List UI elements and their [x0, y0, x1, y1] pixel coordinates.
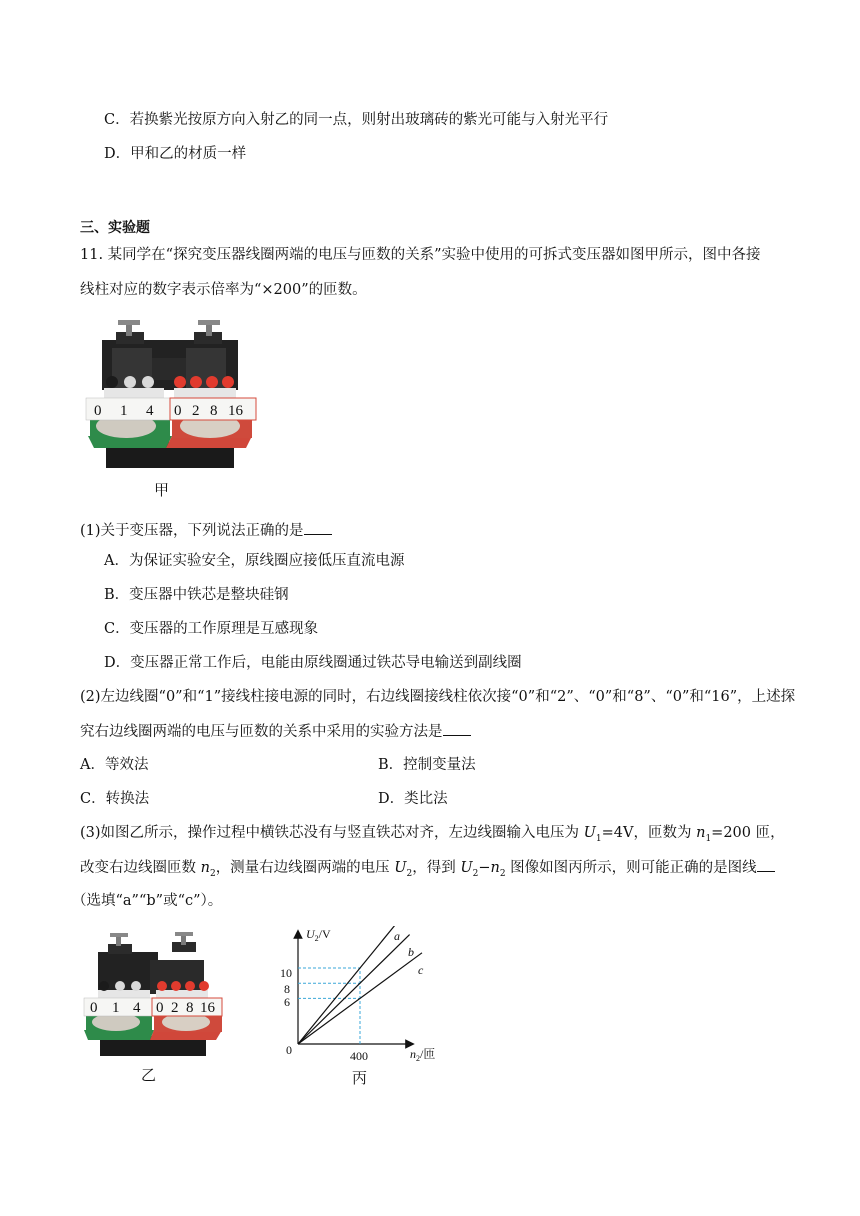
p2-option-d: D．类比法 [378, 791, 448, 807]
yi-left-num-0: 0 [90, 1000, 98, 1016]
p2-option-a: A．等效法 [80, 757, 149, 773]
series-line-c [298, 953, 422, 1044]
y-tick-6: 6 [284, 995, 290, 1009]
transformer-figure-jia [82, 318, 258, 474]
origin-label: 0 [286, 1043, 292, 1057]
p3-answer-blank[interactable] [757, 857, 775, 872]
q11-stem-line1: 11. 某同学在“探究变压器线圈两端的电压与匝数的关系”实验中使用的可拆式变压器如图甲所示，图中各接 [80, 247, 761, 263]
yi-right-num-16: 16 [200, 1000, 215, 1016]
p3-line3: （选填“a”“b”或“c”）。 [72, 893, 223, 909]
jia-left-num-4: 4 [146, 403, 154, 419]
line-label-a: a [394, 929, 400, 943]
jia-right-num-16: 16 [228, 403, 243, 419]
yi-right-num-0: 0 [156, 1000, 164, 1016]
y-axis-label: $U_2/V$ [306, 927, 331, 943]
p2-option-c: C．转换法 [80, 791, 150, 807]
p2-stem-line1: (2)左边线圈“0”和“1”接线柱接电源的同时，右边线圈接线柱依次接“0”和“2”、“0”和“8”、“0”和“16”，上述探 [80, 689, 796, 705]
q10-option-c: C．若换紫光按原方向入射乙的同一点，则射出玻璃砖的紫光可能与入射光平行 [104, 112, 609, 128]
jia-right-num-2: 2 [192, 403, 200, 419]
jia-right-num-0: 0 [174, 403, 182, 419]
p2-stem-line2: 究右边线圈两端的电压与匝数的关系中采用的实验方法是 [80, 721, 471, 742]
q11-stem-line2: 线柱对应的数字表示倍率为“×200”的匝数。 [80, 282, 367, 298]
jia-left-num-0: 0 [94, 403, 102, 419]
x-axis-label: $n_2/$匝 [410, 1047, 436, 1063]
yi-right-num-2: 2 [171, 1000, 179, 1016]
line-label-b: b [408, 945, 414, 959]
p1-option-b: B．变压器中铁芯是整块硅钢 [104, 587, 289, 603]
p3-line2: 改变右边线圈匝数 $n_2$，测量右边线圈两端的电压 $U_2$，得到 $U_2-n_2$ 图像如图丙所示，则可能正确的是图线 [80, 857, 775, 884]
figure-bing-caption: 丙 [352, 1069, 368, 1087]
p1-option-a: A．为保证实验安全，原线圈应接低压直流电源 [104, 553, 405, 569]
p1-answer-blank[interactable] [304, 520, 332, 535]
p1-option-c: C．变压器的工作原理是互感现象 [104, 621, 319, 637]
p2-answer-blank[interactable] [443, 721, 471, 736]
series-line-a [298, 926, 397, 1044]
yi-left-num-4: 4 [133, 1000, 141, 1016]
figure-jia-caption: 甲 [154, 481, 170, 499]
y-tick-10: 10 [280, 966, 292, 980]
p1-stem: (1)关于变压器，下列说法正确的是 [80, 520, 332, 541]
section-title: 三、实验题 [80, 220, 150, 236]
yi-right-num-8: 8 [186, 1000, 194, 1016]
transformer-figure-yi [80, 932, 226, 1060]
u2-n2-graph [270, 926, 460, 1066]
p1-option-d: D．变压器正常工作后，电能由原线圈通过铁芯导电输送到副线圈 [104, 655, 522, 671]
jia-right-num-8: 8 [210, 403, 218, 419]
q10-option-d: D．甲和乙的材质一样 [104, 146, 247, 162]
series-line-b [298, 935, 410, 1044]
y-tick-8: 8 [284, 982, 290, 996]
x-tick-400: 400 [350, 1049, 368, 1063]
p3-line1: (3)如图乙所示，操作过程中横铁芯没有与竖直铁芯对齐，左边线圈输入电压为 $U_1=4V$，匝数为 $n_1=200$ 匝， [80, 825, 785, 844]
line-label-c: c [418, 963, 424, 977]
figure-yi-caption: 乙 [141, 1066, 157, 1084]
p2-option-b: B．控制变量法 [378, 757, 476, 773]
jia-left-num-1: 1 [120, 403, 128, 419]
yi-left-num-1: 1 [112, 1000, 120, 1016]
